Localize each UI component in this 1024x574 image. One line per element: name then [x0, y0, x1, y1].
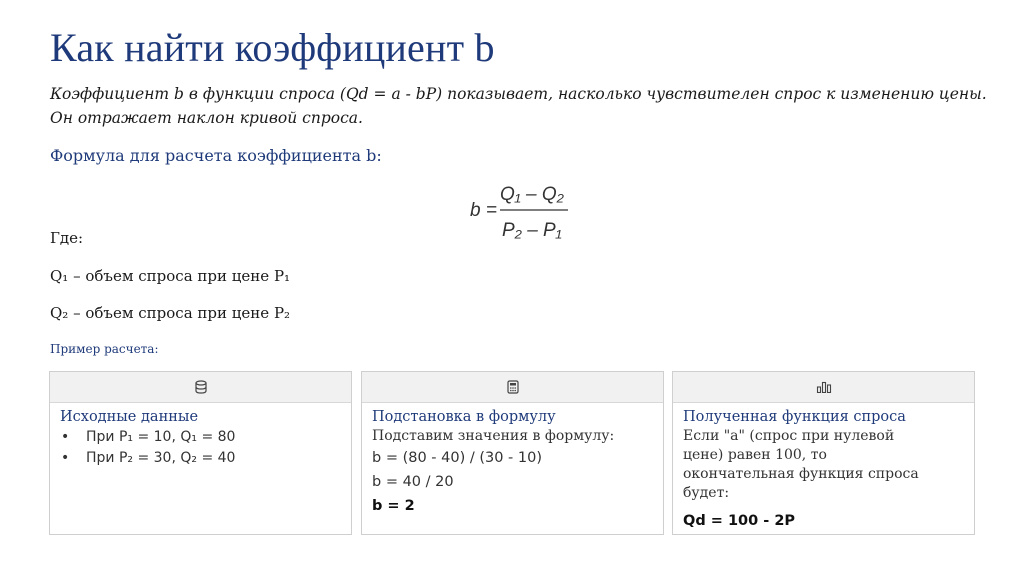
page-title: Как найти коэффициент b	[50, 25, 495, 70]
card-title: Подстановка в формулу	[372, 409, 556, 425]
definition-q1: Q₁ – объем спроса при цене P₁	[50, 267, 291, 285]
calculator-icon	[507, 380, 519, 394]
card-demand-function	[672, 371, 975, 535]
calc-step-1: b = (80 - 40) / (30 - 10)	[372, 450, 543, 466]
card-substitution	[361, 371, 664, 535]
formula-numerator: Q₁ – Q₂	[500, 184, 564, 205]
card-header	[673, 372, 974, 403]
intro-line-2: Он отражает наклон кривой спроса.	[50, 109, 363, 127]
where-label: Где:	[50, 229, 84, 247]
definition-q2: Q₂ – объем спроса при цене P₂	[50, 304, 291, 322]
card-title: Исходные данные	[60, 409, 199, 425]
card-text: Подставим значения в формулу:	[372, 428, 615, 444]
intro-line-1: Коэффициент b в функции спроса (Qd = a - bP) показывает, насколько чувствителен спрос к изменению цены.	[50, 85, 987, 103]
example-label: Пример расчета:	[50, 342, 159, 356]
calc-step-2: b = 40 / 20	[372, 474, 454, 490]
formula-image	[470, 178, 570, 244]
database-icon	[194, 380, 208, 394]
card-header	[362, 372, 663, 403]
source-data-list	[60, 427, 341, 469]
card-title: Полученная функция спроса	[683, 409, 906, 425]
bar-chart-icon	[816, 381, 832, 393]
formula-heading: Формула для расчета коэффициента b:	[50, 146, 382, 165]
card-header	[50, 372, 351, 403]
card-source-data	[49, 371, 352, 535]
intro-paragraph	[50, 82, 990, 130]
demand-function-result: Qd = 100 - 2P	[683, 513, 796, 529]
list-item: • При P₁ = 10, Q₁ = 80	[60, 427, 341, 448]
calc-result: b = 2	[372, 498, 415, 514]
formula-lhs: b =	[470, 200, 497, 221]
card-text: Если "a" (спрос при нулевой цене) равен 100, то окончательная функция спроса будет:	[683, 428, 919, 501]
list-item: • При P₂ = 30, Q₂ = 40	[60, 448, 341, 469]
formula-denominator: P₂ – P₁	[502, 220, 562, 241]
